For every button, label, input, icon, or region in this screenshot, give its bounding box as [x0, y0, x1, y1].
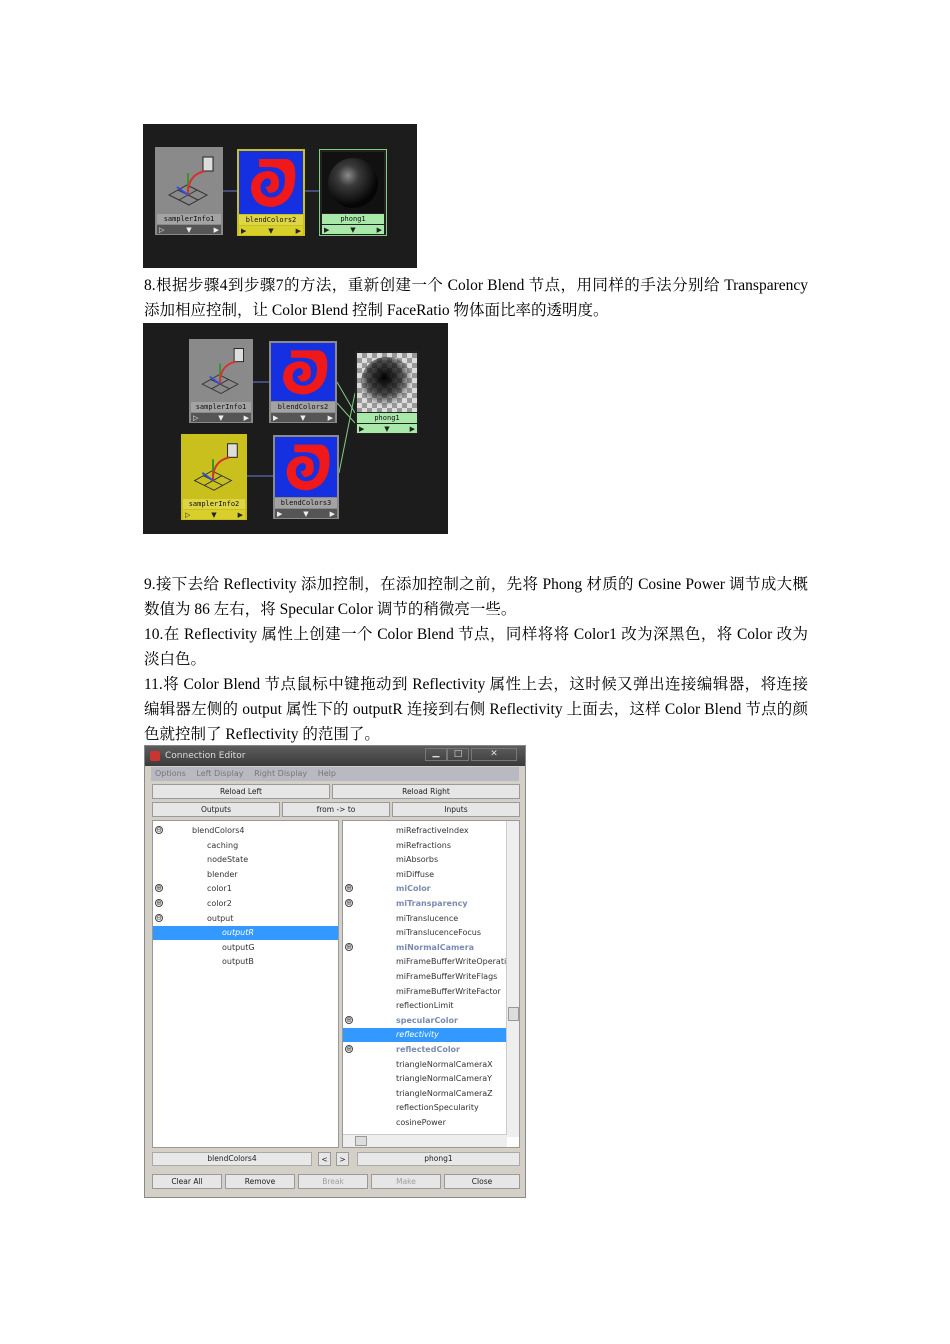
hscroll-thumb[interactable]: [355, 1136, 367, 1146]
outputs-list[interactable]: [152, 820, 339, 1148]
output-attribute-row[interactable]: [153, 868, 338, 882]
phong-sphere-icon: [322, 152, 384, 213]
remove-button[interactable]: Remove: [225, 1174, 295, 1189]
node-samplerinfo1[interactable]: [189, 339, 253, 423]
attribute-name: blender: [207, 869, 238, 879]
menu-options[interactable]: Options: [155, 769, 186, 778]
step-8-text: 8.根据步骤4到步骤7的方法，重新创建一个 Color Blend 节点，用同样的手法分别给 Transparency 添加相应控制，让 Color Blend 控制 FaceRatio 物体面比率的透明度。: [144, 277, 808, 319]
expand-icon[interactable]: ⊕: [346, 884, 352, 893]
node-label: blendColors3: [275, 498, 337, 508]
window-title: Connection Editor: [165, 751, 246, 761]
input-attribute-row[interactable]: [343, 1043, 507, 1057]
attribute-name: reflectedColor: [396, 1045, 460, 1054]
input-attribute-row[interactable]: [343, 853, 507, 867]
menu-help[interactable]: Help: [317, 769, 336, 778]
attribute-name: miColor: [396, 884, 431, 894]
attribute-name: reflectivity: [396, 1030, 439, 1040]
input-attribute-row[interactable]: [343, 985, 507, 999]
menu-right-display[interactable]: Right Display: [254, 769, 308, 778]
title-bar[interactable]: [145, 746, 525, 766]
input-attribute-row[interactable]: [343, 1058, 507, 1072]
reload-right-button[interactable]: Reload Right: [332, 784, 520, 799]
attribute-name: miNormalCamera: [396, 942, 475, 952]
expand-icon[interactable]: ⊕: [346, 1045, 352, 1053]
menu-bar: [151, 767, 519, 781]
input-attribute-row[interactable]: [343, 882, 507, 896]
steps-9-11-paragraphs: [144, 572, 808, 747]
from-to-toggle[interactable]: from -> to: [282, 802, 390, 817]
attribute-name: output: [207, 913, 234, 923]
blend-colors-icon: [275, 437, 337, 497]
node-blendcolors2[interactable]: [269, 341, 337, 423]
input-attribute-row[interactable]: [343, 1101, 507, 1115]
output-attribute-row[interactable]: [153, 897, 338, 911]
expand-icon[interactable]: ⊕: [156, 884, 162, 893]
output-attribute-row[interactable]: [153, 853, 338, 867]
input-attribute-row[interactable]: [343, 941, 507, 955]
node-label: phong1: [357, 413, 417, 423]
horizontal-scrollbar[interactable]: [343, 1134, 507, 1147]
hypershade-graph-1: [143, 124, 417, 268]
attribute-name: miTranslucenceFocus: [396, 928, 482, 938]
attribute-name: reflectionLimit: [396, 1001, 454, 1011]
input-attribute-row[interactable]: [343, 868, 507, 882]
blend-colors-icon: [239, 151, 303, 214]
input-attribute-row[interactable]: [343, 839, 507, 853]
attribute-name: reflectionSpecularity: [396, 1103, 479, 1113]
attribute-name: miRefractiveIndex: [396, 826, 469, 835]
input-attribute-row[interactable]: [343, 1072, 507, 1086]
inputs-list[interactable]: [342, 820, 520, 1148]
node-ports[interactable]: ▶ ▼ ▶: [322, 225, 384, 234]
output-attribute-row[interactable]: [153, 882, 338, 896]
node-label: phong1: [322, 214, 384, 224]
attribute-name: nodeState: [207, 855, 249, 865]
node-blendcolors2[interactable]: [237, 149, 305, 236]
node-label: samplerInfo2: [183, 499, 245, 509]
node-ports[interactable]: ▷ ▼ ▶: [191, 413, 251, 422]
attribute-name: specularColor: [396, 1015, 458, 1025]
attribute-name: miAbsorbs: [396, 855, 439, 865]
left-node-field[interactable]: blendColors4: [152, 1152, 312, 1166]
attribute-name: miFrameBufferWriteFactor: [396, 986, 501, 996]
minimize-icon[interactable]: ▁: [425, 748, 447, 761]
step-9-text: 9.接下去给 Reflectivity 添加控制，在添加控制之前，先将 Phong 材质的 Cosine Power 调节成大概数值为 86 左右，将 Specular Color 调节的稍微亮一些。: [144, 576, 808, 618]
input-attribute-row[interactable]: [343, 912, 507, 926]
attribute-name: triangleNormalCameraX: [396, 1059, 493, 1069]
node-ports[interactable]: ▶ ▼ ▶: [357, 424, 417, 433]
attribute-name: triangleNormalCameraZ: [396, 1088, 493, 1098]
expand-icon[interactable]: ⊕: [346, 942, 352, 951]
close-icon[interactable]: ✕: [471, 748, 517, 761]
vertical-scrollbar[interactable]: [506, 821, 519, 1137]
attribute-name: outputB: [222, 957, 254, 967]
attribute-name: miDiffuse: [396, 869, 435, 879]
expand-icon[interactable]: ⊕: [346, 899, 352, 907]
sampler-info-icon: [157, 149, 221, 213]
output-attribute-row[interactable]: [153, 955, 338, 969]
outputs-header[interactable]: Outputs: [152, 802, 280, 817]
close-button[interactable]: Close: [444, 1174, 520, 1189]
attribute-name: miFrameBufferWriteFlags: [396, 972, 498, 981]
phong-transparent-sphere-icon: [357, 353, 417, 412]
attribute-name: outputG: [222, 942, 255, 952]
scrollbar-thumb[interactable]: [508, 1007, 519, 1021]
menu-left-display[interactable]: Left Display: [196, 769, 244, 778]
node-ports[interactable]: ▶ ▼ ▶: [239, 226, 303, 235]
attribute-name: miTransparency: [396, 899, 468, 908]
arrow-right-button[interactable]: >: [336, 1152, 349, 1166]
step-10-text: 10.在 Reflectivity 属性上创建一个 Color Blend 节点，同样将将 Color1 改为深黑色，将 Color 改为淡白色。: [144, 626, 808, 668]
blend-colors-icon: [271, 343, 335, 401]
maximize-icon[interactable]: □: [447, 748, 469, 761]
step-11-text: 11.将 Color Blend 节点鼠标中键拖动到 Reflectivity 属性上去，这时候又弹出连接编辑器，将连接编辑器左侧的 output 属性下的 outputR 连接到右侧 Reflectivity 上面去，这样 Color Blend 节点的颜色就控制了 Reflectivity 的范围了。: [144, 676, 808, 743]
input-attribute-row[interactable]: [343, 970, 507, 984]
expand-icon[interactable]: ⊕: [156, 899, 162, 907]
node-blendcolors3[interactable]: [273, 435, 339, 519]
sampler-info-icon: [191, 341, 251, 401]
input-attribute-row[interactable]: [343, 1116, 507, 1130]
hypershade-graph-2: [143, 323, 448, 534]
node-ports[interactable]: ▷ ▼ ▶: [183, 510, 245, 519]
input-attribute-row[interactable]: [343, 1087, 507, 1101]
maya-app-icon: [150, 751, 160, 761]
node-samplerinfo2[interactable]: [181, 434, 247, 520]
sampler-info-icon: [183, 436, 245, 498]
input-attribute-row[interactable]: [343, 897, 507, 911]
attribute-name: triangleNormalCameraY: [396, 1074, 493, 1084]
connection-editor-window: [144, 745, 526, 1198]
attribute-name: color2: [207, 899, 232, 908]
output-attribute-row[interactable]: [153, 941, 338, 955]
reload-left-button[interactable]: Reload Left: [152, 784, 330, 799]
input-attribute-row[interactable]: [343, 955, 507, 969]
collapse-icon[interactable]: ⊖: [156, 913, 162, 922]
input-attribute-row[interactable]: [343, 1028, 507, 1042]
expand-icon[interactable]: ⊕: [346, 1015, 352, 1024]
node-label: blendColors2: [271, 402, 335, 412]
node-samplerinfo1[interactable]: [155, 147, 223, 235]
node-label: samplerInfo1: [191, 402, 251, 412]
node-label: blendColors2: [239, 215, 303, 225]
collapse-icon[interactable]: ⊖: [156, 826, 162, 834]
attribute-name: miTranslucence: [396, 913, 459, 923]
output-attribute-row[interactable]: [153, 926, 338, 940]
attribute-name: blendColors4: [192, 826, 245, 835]
attribute-name: miFrameBufferWriteOperati: [396, 957, 507, 967]
attribute-name: miRefractions: [396, 840, 452, 850]
attribute-name: caching: [207, 840, 239, 850]
node-ports[interactable]: ▶ ▼ ▶: [271, 413, 335, 422]
input-attribute-row[interactable]: [343, 824, 507, 838]
arrow-left-button[interactable]: <: [318, 1152, 331, 1166]
attribute-name: color1: [207, 884, 232, 894]
output-attribute-row[interactable]: [153, 824, 338, 838]
node-phong1[interactable]: [355, 351, 419, 434]
node-ports[interactable]: ▷ ▼ ▶: [157, 225, 221, 234]
clear-all-button[interactable]: Clear All: [152, 1174, 222, 1189]
inputs-header[interactable]: Inputs: [392, 802, 520, 817]
output-attribute-row[interactable]: [153, 912, 338, 926]
node-phong1[interactable]: [319, 149, 387, 236]
output-attribute-row[interactable]: [153, 839, 338, 853]
node-ports[interactable]: ▶ ▼ ▶: [275, 509, 337, 518]
node-label: samplerInfo1: [157, 214, 221, 224]
make-button[interactable]: Make: [371, 1174, 441, 1189]
break-button[interactable]: Break: [298, 1174, 368, 1189]
input-attribute-row[interactable]: [343, 926, 507, 940]
right-node-field[interactable]: phong1: [357, 1152, 520, 1166]
attribute-name: outputR: [222, 928, 254, 938]
step-8-paragraph: [144, 273, 808, 323]
input-attribute-row[interactable]: [343, 1014, 507, 1028]
input-attribute-row[interactable]: [343, 999, 507, 1013]
attribute-name: cosinePower: [396, 1118, 446, 1127]
